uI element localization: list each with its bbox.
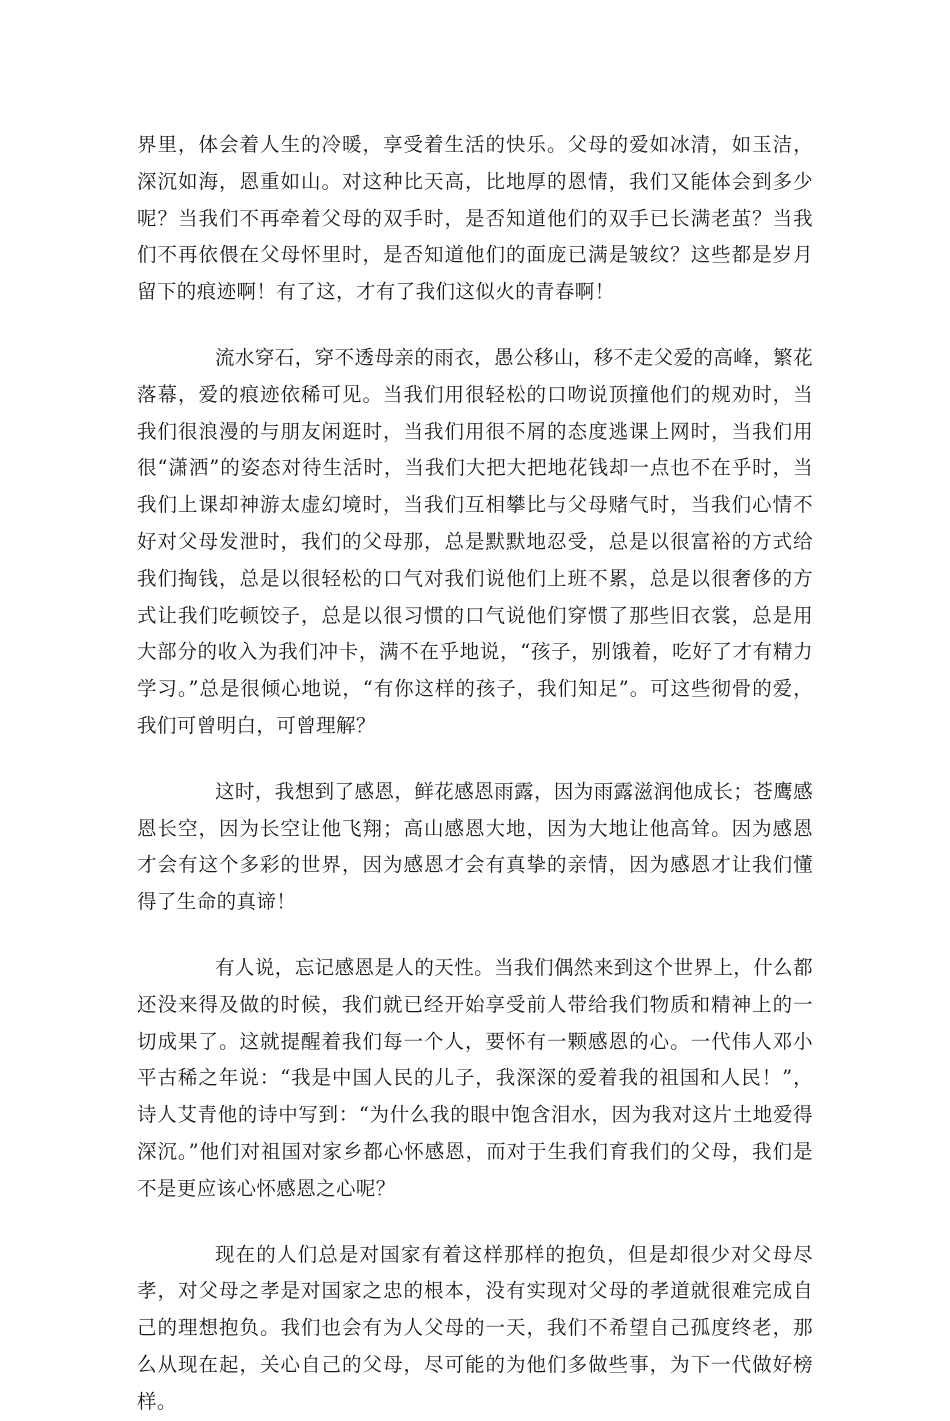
paragraph-1: 界里，体会着人生的冷暖，享受着生活的快乐。父母的爱如冰清，如玉洁，深沉如海，恩重如山。对这种比天高，比地厚的恩情，我们又能体会到多少呢？当我们不再牵着父母的双手时，是否知道他们的双手已长满老茧？当我们不再依偎在父母怀里时，是否知道他们的面庞已满是皱纹？这些都是岁月留下的痕迹啊！有了这，才有了我们这似火的青春啊！	[137, 133, 813, 304]
paragraph-3: 这时，我想到了感恩，鲜花感恩雨露，因为雨露滋润他成长；苍鹰感恩长空，因为长空让他飞翔；高山感恩大地，因为大地让他高耸。因为感恩才会有这个多彩的世界，因为感恩才会有真挚的亲情，因为感恩才让我们懂得了生命的真谛！	[137, 779, 813, 914]
paragraph-5: 现在的人们总是对国家有着这样那样的抱负，但是却很少对父母尽孝，对父母之孝是对国家之忠的根本，没有实现对父母的孝道就很难完成自己的理想抱负。我们也会有为人父母的一天，我们不希望自己孤度终老，那么从现在起，关心自己的父母，尽可能的为他们多做些事，为下一代做好榜样。	[137, 1242, 813, 1413]
paragraph-2: 流水穿石，穿不透母亲的雨衣，愚公移山，移不走父爱的高峰，繁花落幕，爱的痕迹依稀可见。当我们用很轻松的口吻说顶撞他们的规劝时，当我们很浪漫的与朋友闲逛时，当我们用很不屑的态度逃课上网时，当我们用很“潇洒”的姿态对待生活时，当我们大把大把地花钱却一点也不在乎时，当我们上课却神游太虚幻境时，当我们互相攀比与父母赌气时，当我们心情不好对父母发泄时，我们的父母那，总是默默地忍受，总是以很富裕的方式给我们掏钱，总是以很轻松的口气对我们说他们上班不累，总是以很奢侈的方式让我们吃顿饺子，总是以很习惯的口气说他们穿惯了那些旧衣裳，总是用大部分的收入为我们冲卡，满不在乎地说，“孩子，别饿着，吃好了才有精力学习。”总是很倾心地说，“有你这样的孩子，我们知足”。可这些彻骨的爱，我们可曾明白，可曾理解？	[137, 345, 813, 737]
document-body	[137, 127, 813, 1421]
paragraph-4: 有人说，忘记感恩是人的天性。当我们偶然来到这个世界上，什么都还没来得及做的时候，我们就已经开始享受前人带给我们物质和精神上的一切成果了。这就提醒着我们每一个人，要怀有一颗感恩的心。一代伟人邓小平古稀之年说：“我是中国人民的儿子，我深深的爱着我的祖国和人民！”，诗人艾青他的诗中写到：“为什么我的眼中饱含泪水，因为我对这片土地爱得深沉。”他们对祖国对家乡都心怀感恩，而对于生我们育我们的父母，我们是不是更应该心怀感恩之心呢？	[137, 955, 813, 1200]
